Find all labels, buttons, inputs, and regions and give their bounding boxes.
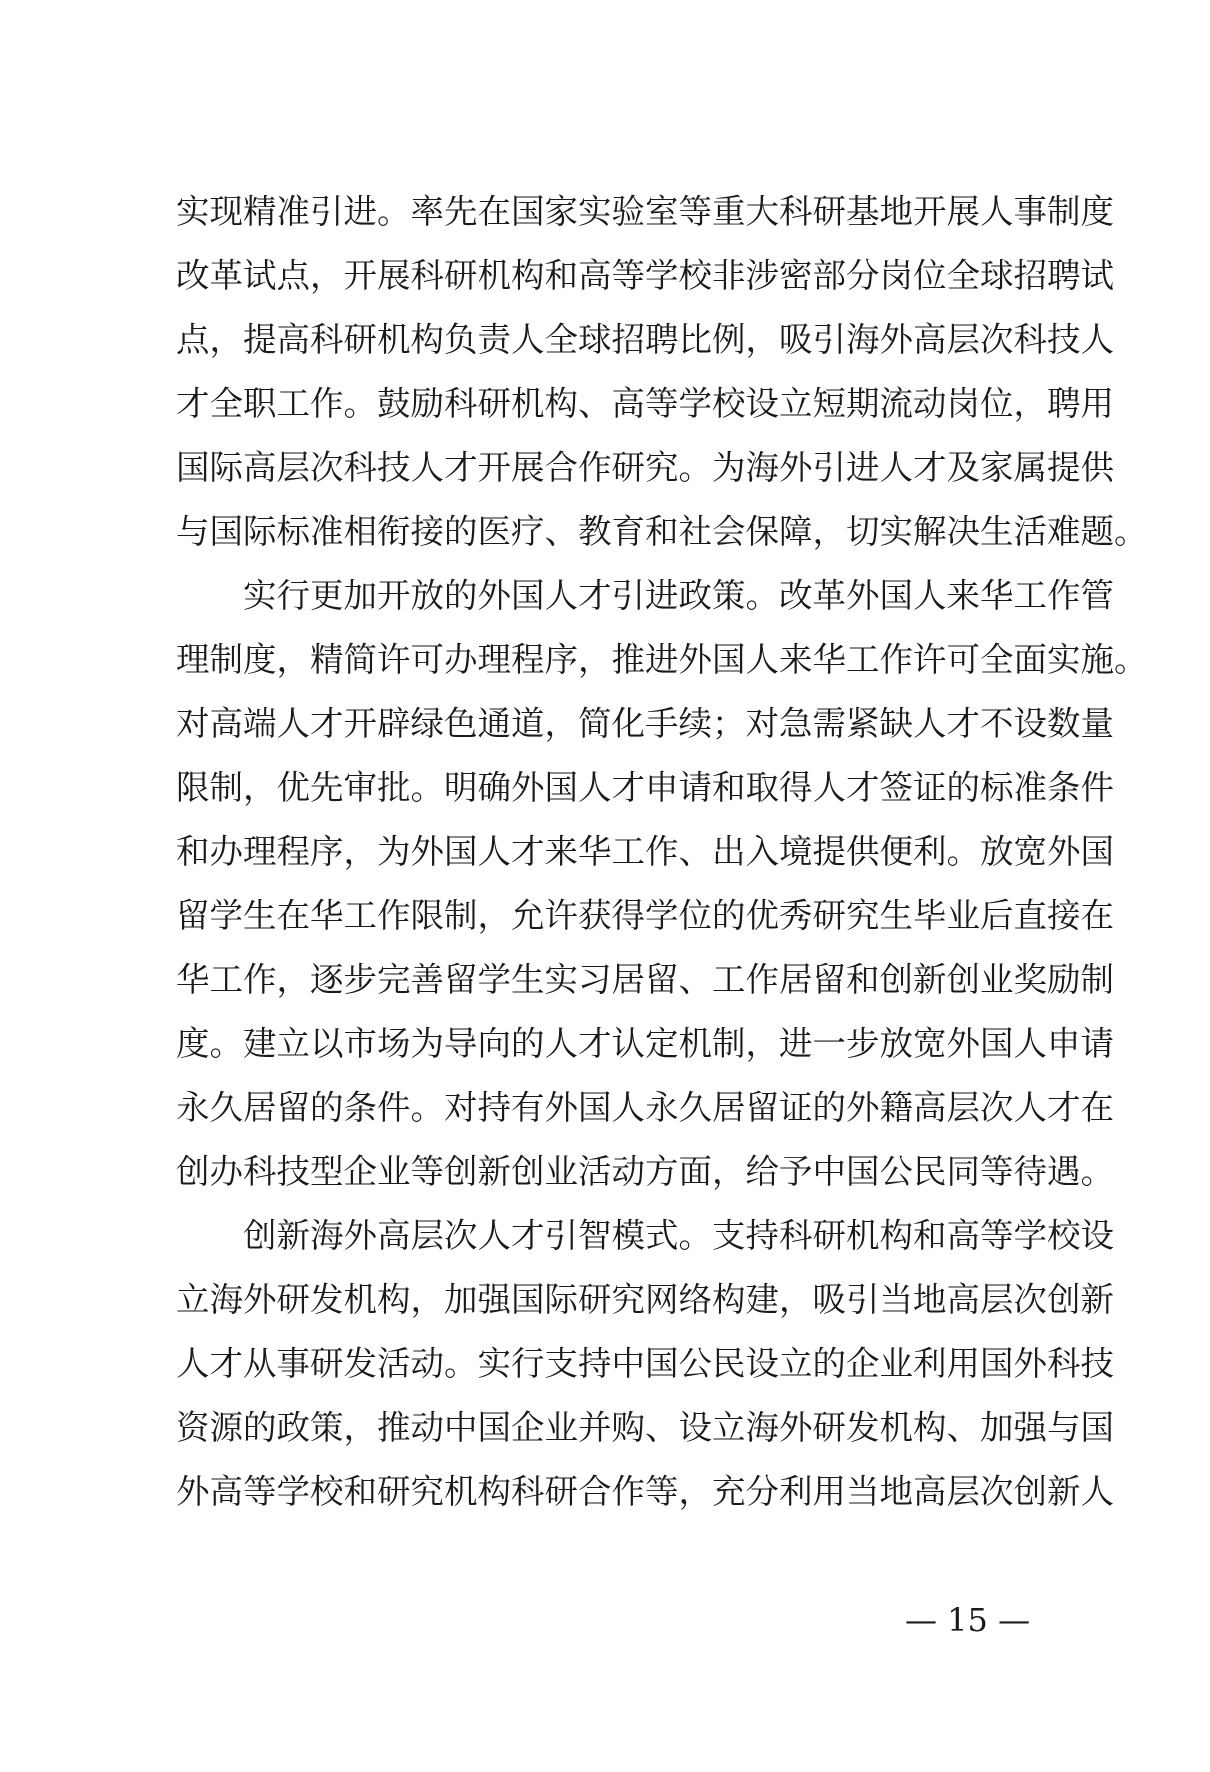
text-line: 和办理程序，为外国人才来华工作、出入境提供便利。放宽外国: [176, 832, 1114, 871]
text-line: 立海外研发机构，加强国际研究网络构建，吸引当地高层次创新: [176, 1280, 1114, 1319]
text-line: 华工作，逐步完善留学生实习居留、工作居留和创新创业奖励制: [176, 960, 1114, 999]
text-line: 才全职工作。鼓励科研机构、高等学校设立短期流动岗位，聘用: [176, 384, 1114, 423]
text-line: 创新海外高层次人才引智模式。支持科研机构和高等学校设: [176, 1216, 1114, 1255]
text-line: 人才从事研发活动。实行支持中国公民设立的企业利用国外科技: [176, 1344, 1114, 1383]
text-line: 实行更加开放的外国人才引进政策。改革外国人来华工作管: [176, 576, 1114, 615]
text-line: 国际高层次科技人才开展合作研究。为海外引进人才及家属提供: [176, 448, 1114, 487]
text-line: 留学生在华工作限制，允许获得学位的优秀研究生毕业后直接在: [176, 896, 1114, 935]
text-line: 创办科技型企业等创新创业活动方面，给予中国公民同等待遇。: [176, 1152, 1114, 1191]
text-line: 永久居留的条件。对持有外国人永久居留证的外籍高层次人才在: [176, 1088, 1114, 1127]
text-line: 外高等学校和研究机构科研合作等，充分利用当地高层次创新人: [176, 1472, 1114, 1511]
body-text: [176, 180, 1148, 1524]
text-line: 与国际标准相衔接的医疗、教育和社会保障，切实解决生活难题。: [176, 512, 1148, 551]
text-line: 实现精准引进。率先在国家实验室等重大科研基地开展人事制度: [176, 192, 1114, 231]
text-line: 理制度，精简许可办理程序，推进外国人来华工作许可全面实施。: [176, 640, 1148, 679]
text-line: 资源的政策，推动中国企业并购、设立海外研发机构、加强与国: [176, 1408, 1114, 1447]
text-line: 点，提高科研机构负责人全球招聘比例，吸引海外高层次科技人: [176, 320, 1114, 359]
text-line: 度。建立以市场为导向的人才认定机制，进一步放宽外国人申请: [176, 1024, 1114, 1063]
page-number: — 15 —: [905, 1601, 1031, 1639]
text-line: 限制，优先审批。明确外国人才申请和取得人才签证的标准条件: [176, 768, 1114, 807]
text-line: 对高端人才开辟绿色通道，简化手续；对急需紧缺人才不设数量: [176, 704, 1114, 743]
text-line: 改革试点，开展科研机构和高等学校非涉密部分岗位全球招聘试: [176, 256, 1114, 295]
